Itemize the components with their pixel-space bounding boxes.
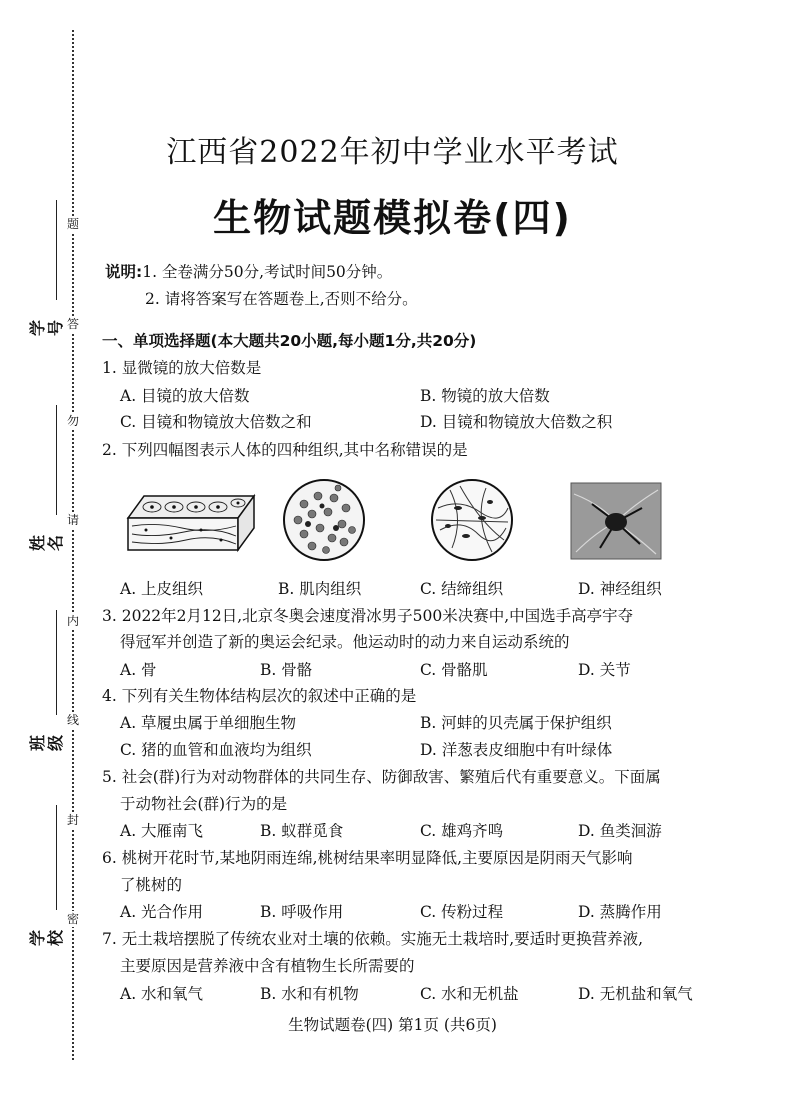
option-b: B. 水和有机物 xyxy=(260,985,359,1003)
section-heading: 一、单项选择题(本大题共20小题,每小题1分,共20分) xyxy=(102,332,477,350)
field-label-school: 学校 xyxy=(28,930,65,947)
epithelial-tissue-image xyxy=(126,488,256,556)
seal-char: 封 xyxy=(64,812,82,828)
question-stem-continued: 于动物社会(群)行为的是 xyxy=(120,795,288,813)
connective-tissue-image xyxy=(430,478,514,562)
question-stem: 7. 无土栽培摆脱了传统农业对土壤的依赖。实施无土栽培时,要适时更换营养液, xyxy=(102,930,644,948)
exam-title: 江西省2022年初中学业水平考试 xyxy=(166,135,619,170)
option-c: C. 目镜和物镜放大倍数之和 xyxy=(120,413,312,431)
question-stem: 2. 下列四幅图表示人体的四种组织,其中名称错误的是 xyxy=(102,441,468,459)
seal-char: 内 xyxy=(64,613,82,629)
option-a: A. 目镜的放大倍数 xyxy=(120,387,250,405)
binding-dotted-line xyxy=(72,30,74,1060)
option-b: B. 呼吸作用 xyxy=(260,903,344,921)
nerve-tissue-image xyxy=(570,482,662,560)
option-c: C. 结缔组织 xyxy=(420,580,504,598)
option-a: A. 骨 xyxy=(120,661,157,679)
question-stem: 4. 下列有关生物体结构层次的叙述中正确的是 xyxy=(102,687,417,705)
option-b: B. 河蚌的贝壳属于保护组织 xyxy=(420,714,612,732)
option-d: D. 关节 xyxy=(578,661,631,679)
option-d: D. 洋葱表皮细胞中有叶绿体 xyxy=(420,741,613,759)
question-stem: 6. 桃树开花时节,某地阴雨连绵,桃树结果率明显降低,主要原因是阴雨天气影响 xyxy=(102,849,633,867)
blood-tissue-image xyxy=(282,478,366,562)
field-label-name: 姓名 xyxy=(28,535,65,552)
option-b: B. 蚁群觅食 xyxy=(260,822,344,840)
option-c: C. 水和无机盐 xyxy=(420,985,519,1003)
field-label-student-id: 学号 xyxy=(28,320,65,337)
instructions-label: 说明: xyxy=(105,263,143,281)
field-line-class xyxy=(56,610,57,715)
seal-char: 答 xyxy=(64,316,82,332)
question-stem: 5. 社会(群)行为对动物群体的共同生存、防御敌害、繁殖后代有重要意义。下面属 xyxy=(102,768,661,786)
option-c: C. 传粉过程 xyxy=(420,903,504,921)
exam-subtitle: 生物试题模拟卷(四) xyxy=(213,196,572,240)
option-d: D. 目镜和物镜放大倍数之积 xyxy=(420,413,613,431)
option-c: C. 雄鸡齐鸣 xyxy=(420,822,504,840)
page-footer: 生物试题卷(四) 第1页 (共6页) xyxy=(288,1016,497,1034)
seal-char: 线 xyxy=(64,712,82,728)
seal-char: 密 xyxy=(64,911,82,927)
question-stem: 3. 2022年2月12日,北京冬奥会速度滑冰男子500米决赛中,中国选手高亭宇夺 xyxy=(102,607,634,625)
option-c: C. 骨骼肌 xyxy=(420,661,488,679)
field-line-school xyxy=(56,805,57,910)
question-stem-continued: 得冠军并创造了新的奥运会纪录。他运动时的动力来自运动系统的 xyxy=(120,633,570,651)
question-stem-continued: 主要原因是营养液中含有植物生长所需要的 xyxy=(120,957,415,975)
option-c: C. 猪的血管和血液均为组织 xyxy=(120,741,312,759)
option-d: D. 神经组织 xyxy=(578,580,662,598)
instructions-line-2: 2. 请将答案写在答题卷上,否则不给分。 xyxy=(145,290,418,308)
option-a: A. 草履虫属于单细胞生物 xyxy=(120,714,297,732)
question-stem-continued: 了桃树的 xyxy=(120,876,183,894)
seal-char: 勿 xyxy=(64,413,82,429)
option-a: A. 光合作用 xyxy=(120,903,204,921)
option-d: D. 无机盐和氧气 xyxy=(578,985,693,1003)
seal-char: 题 xyxy=(64,216,82,232)
option-b: B. 物镜的放大倍数 xyxy=(420,387,550,405)
option-a: A. 大雁南飞 xyxy=(120,822,204,840)
field-label-class: 班级 xyxy=(28,735,65,752)
instructions-line-1: 说明:1. 全卷满分50分,考试时间50分钟。 xyxy=(105,263,393,281)
option-a: A. 上皮组织 xyxy=(120,580,204,598)
seal-char: 请 xyxy=(64,512,82,528)
option-b: B. 骨骼 xyxy=(260,661,313,679)
option-d: D. 鱼类洄游 xyxy=(578,822,662,840)
question-stem: 1. 显微镜的放大倍数是 xyxy=(102,359,262,377)
option-b: B. 肌肉组织 xyxy=(278,580,362,598)
option-d: D. 蒸腾作用 xyxy=(578,903,662,921)
field-line-name xyxy=(56,405,57,515)
option-a: A. 水和氧气 xyxy=(120,985,204,1003)
